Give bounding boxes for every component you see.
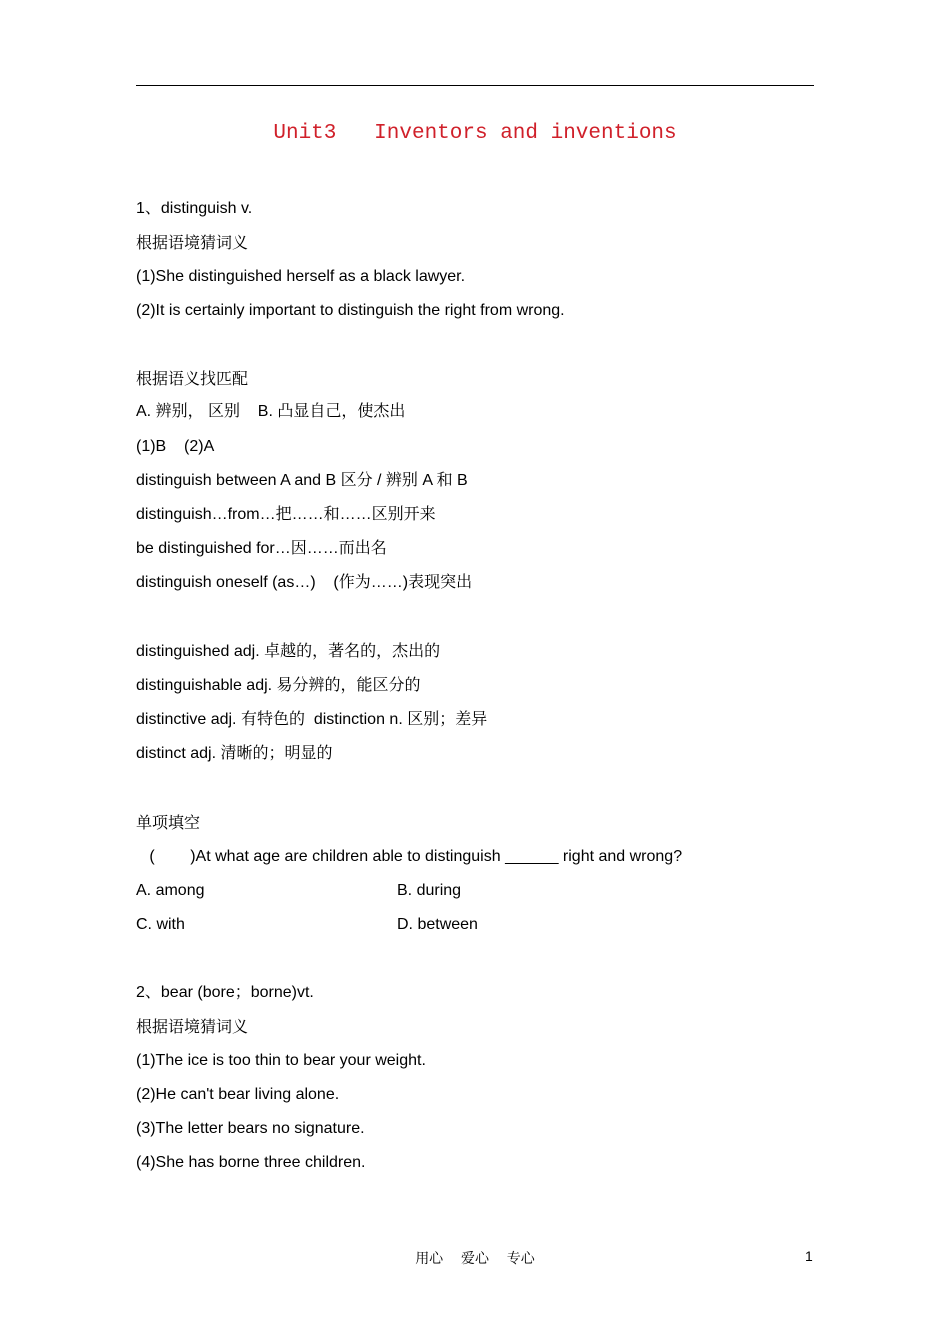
- exercise-question: ( )At what age are children able to distinguish ______ right and wrong?: [136, 848, 683, 865]
- derivative-item: distinct adj. 清晰的；明显的: [136, 745, 333, 762]
- section-1-heading: 1、distinguish v.: [136, 200, 253, 217]
- section-1-match-label: 根据语义找匹配: [136, 369, 249, 388]
- choice-b: B. during: [397, 882, 462, 899]
- example-sentence: (1)The ice is too thin to bear your weight.: [136, 1052, 426, 1069]
- example-sentence: (2)He can't bear living alone.: [136, 1086, 340, 1103]
- meaning-options: A. 辨别， 区别 B. 凸显自己，使杰出: [136, 403, 406, 420]
- phrase-item: be distinguished for…因……而出名: [136, 540, 387, 557]
- page-title: Unit3 Inventors and inventions: [273, 122, 677, 145]
- choice-d: D. between: [397, 916, 478, 933]
- derivative-item: distinctive adj. 有特色的 distinction n. 区别；差异: [136, 711, 488, 728]
- match-answers: (1)B (2)A: [136, 438, 215, 455]
- derivative-item: distinguishable adj. 易分辨的，能区分的: [136, 677, 421, 694]
- example-sentence: (3)The letter bears no signature.: [136, 1120, 365, 1137]
- section-2-guess-label: 根据语境猜词义: [136, 1017, 249, 1036]
- section-1-guess-label: 根据语境猜词义: [136, 233, 249, 252]
- choice-c: C. with: [136, 916, 185, 933]
- choice-a: A. among: [136, 882, 205, 899]
- phrase-item: distinguish oneself (as…) (作为……)表现突出: [136, 574, 473, 591]
- section-2-heading: 2、bear (bore；borne)vt.: [136, 984, 314, 1001]
- phrase-item: distinguish…from…把……和……区别开来: [136, 506, 436, 523]
- derivative-item: distinguished adj. 卓越的，著名的，杰出的: [136, 643, 441, 660]
- footer-motto: 用心 爱心 专心: [415, 1251, 535, 1267]
- header-rule: [136, 85, 814, 86]
- example-sentence: (4)She has borne three children.: [136, 1154, 366, 1171]
- phrase-item: distinguish between A and B 区分 / 辨别 A 和 B: [136, 472, 468, 489]
- exercise-label: 单项填空: [136, 813, 201, 832]
- page-number: 1: [805, 1248, 813, 1264]
- example-sentence: (2)It is certainly important to distinguish the right from wrong.: [136, 302, 565, 319]
- example-sentence: (1)She distinguished herself as a black lawyer.: [136, 268, 466, 285]
